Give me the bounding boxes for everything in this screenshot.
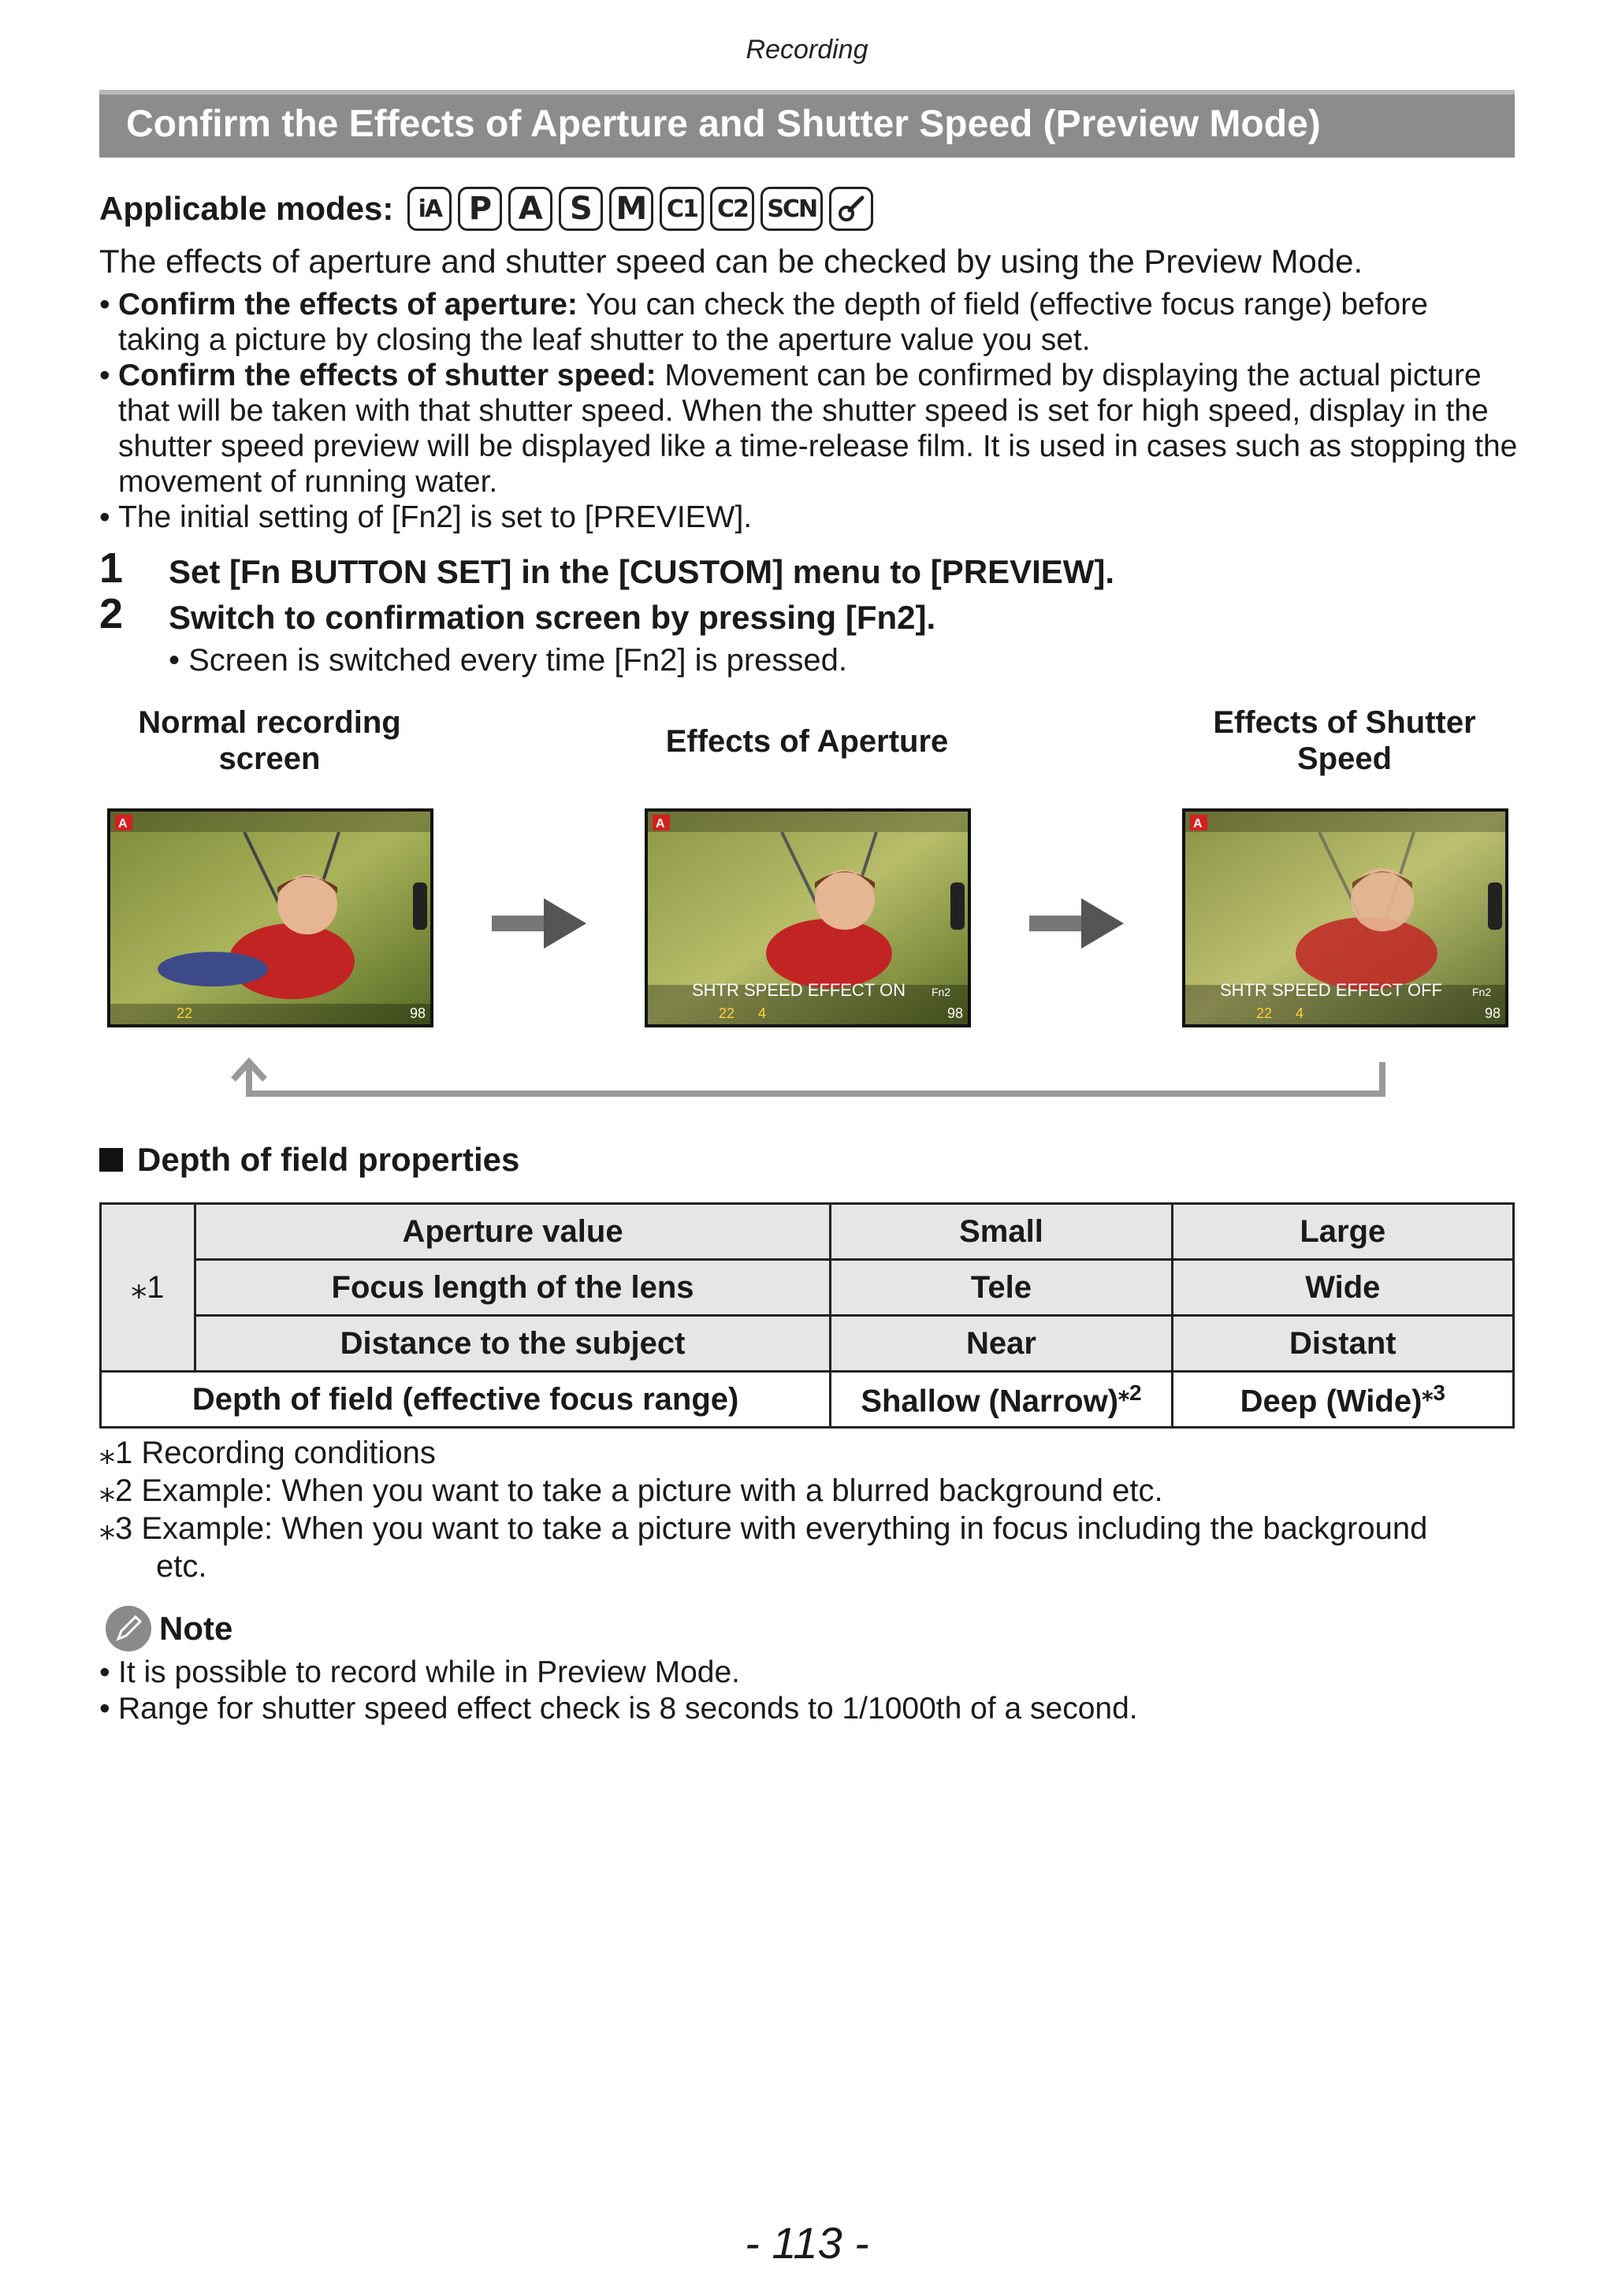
dof-result-label: Depth of field (effective focus range) (101, 1372, 831, 1428)
intelligent-auto-mode-icon: iA (407, 187, 452, 231)
caption-line: Effects of Aperture (665, 724, 949, 759)
svg-text:A: A (656, 817, 665, 830)
screen-overlay-label: SHTR SPEED EFFECT OFF (1220, 980, 1442, 1000)
arrow-right-icon (492, 898, 586, 949)
screen-photo (110, 812, 430, 1024)
note-item-text: Range for shutter speed effect check is 8 seconds to 1/1000th of a second. (118, 1692, 1138, 1726)
bullet-text: You can check the depth of field (effective focus range) before taking a picture by closing the leaf shutter to the aperture value you set. (118, 288, 1428, 357)
camera-screen-normal (107, 808, 433, 1027)
screen-f-value: 22 (1256, 1005, 1273, 1021)
bullet-bold: Confirm the effects of shutter speed: (118, 359, 656, 392)
bullet-text: Movement can be confirmed by displaying the actual picture that will be taken with that shutter speed. When the shutter speed is set for high speed, display in the shutter speed preview will be displayed like a time-release film. It is used in cases such as stopping the movement of running water. (118, 359, 1518, 499)
dof-large-cell: Wide (1172, 1260, 1513, 1316)
page-number: - 113 - (745, 2218, 869, 2268)
dof-row-label: Focus length of the lens (195, 1260, 830, 1316)
caption-line: screen (218, 741, 321, 776)
note-item-text: It is possible to record while in Preview Mode. (118, 1655, 741, 1689)
dof-footnote-ref: ⁎2 (1118, 1380, 1142, 1405)
black-square-icon (99, 1148, 123, 1172)
caption-line: Normal recording (138, 705, 401, 740)
program-mode-icon: P (458, 187, 502, 231)
dof-result-small (831, 1372, 1172, 1428)
screen-count: 98 (410, 1005, 426, 1021)
dof-large-cell: Distant (1172, 1316, 1513, 1372)
screen-f-value: 22 (719, 1005, 735, 1021)
step-number-1: 1 (99, 544, 124, 592)
footnote: ⁎1 Recording conditions (99, 1436, 436, 1470)
applicable-modes (99, 184, 880, 233)
dof-section-heading (99, 1141, 519, 1179)
dof-table (99, 1202, 1515, 1428)
step-text-2: Switch to confirmation screen by pressing [Fn2]. (169, 599, 936, 636)
screen-photo (1185, 812, 1505, 1024)
section-title-bar (99, 90, 1515, 158)
caption-line: Speed (1296, 741, 1393, 776)
bullet-initial-setting: • The initial setting of [Fn2] is set to [PREVIEW]. (99, 500, 753, 534)
chapter-header: Recording (746, 35, 868, 65)
screen-fn-label: Fn2 (1472, 986, 1492, 998)
step-text-1: Set [Fn BUTTON SET] in the [CUSTOM] menu to [PREVIEW]. (169, 553, 1115, 590)
svg-text:A: A (1193, 817, 1203, 830)
footnote: ⁎3 Example: When you want to take a picture with everything in focus including the background (99, 1511, 1428, 1546)
caption-shutter-screen (1182, 704, 1507, 777)
dof-result-small-text: Shallow (Narrow) (861, 1384, 1119, 1419)
caption-aperture-screen (645, 723, 969, 760)
dof-small-cell: Near (831, 1316, 1172, 1372)
footnote: ⁎2 Example: When you want to take a picture with a blurred background etc. (99, 1473, 1163, 1508)
dof-heading-text: Depth of field properties (137, 1141, 520, 1178)
dof-result-large (1172, 1372, 1513, 1428)
table-row (101, 1316, 1514, 1372)
screen-photo (648, 812, 968, 1024)
note-item: • Range for shutter speed effect check is 8 seconds to 1/1000th of a second. (99, 1691, 1518, 1726)
applicable-modes-label: Applicable modes: (99, 190, 394, 227)
table-row (101, 1260, 1514, 1316)
dof-small-cell: Tele (831, 1260, 1172, 1316)
bullet-bold: Confirm the effects of aperture: (118, 288, 578, 321)
step-number-2: 2 (99, 590, 124, 637)
return-arrow-icon (229, 1056, 1395, 1107)
pencil-note-icon (106, 1606, 151, 1651)
table-row (101, 1372, 1514, 1428)
camera-screen-aperture (645, 808, 971, 1027)
camera-screen-shutter (1182, 808, 1508, 1027)
footnote-continuation: etc. (156, 1549, 207, 1584)
scene-mode-icon: SCN (761, 187, 823, 231)
creative-control-mode-icon (829, 187, 873, 231)
caption-line: Effects of Shutter (1213, 705, 1476, 740)
screen-overlay-label: SHTR SPEED EFFECT ON (692, 980, 906, 1000)
intro-text: The effects of aperture and shutter speed can be checked by using the Preview Mode. (99, 243, 1363, 280)
screen-count: 98 (947, 1005, 964, 1021)
dof-large-cell: Large (1172, 1204, 1513, 1260)
dof-result-large-text: Deep (Wide) (1240, 1384, 1422, 1419)
section-title: Confirm the Effects of Aperture and Shutter Speed (Preview Mode) (126, 103, 1321, 145)
dof-row-label: Distance to the subject (195, 1316, 830, 1372)
screen-f-value: 22 (177, 1005, 193, 1021)
screen-shutter-value: 4 (758, 1005, 767, 1021)
screen-count: 98 (1485, 1005, 1501, 1021)
table-row (101, 1204, 1514, 1260)
note-label: Note (159, 1610, 233, 1647)
dof-marker-cell: ⁎1 (101, 1204, 195, 1372)
shutter-priority-mode-icon: S (559, 187, 603, 231)
custom2-mode-icon: C2 (710, 187, 754, 231)
custom1-mode-icon: C1 (660, 187, 704, 231)
screen-fn-label: Fn2 (932, 986, 951, 998)
dof-row-label: Aperture value (195, 1204, 830, 1260)
bullet-aperture: • Confirm the effects of aperture: You can check the depth of field (effective focus range) before taking a picture by closing the leaf shutter to the aperture value you set. (99, 288, 1428, 357)
dof-footnote-ref: ⁎3 (1422, 1380, 1445, 1405)
aperture-priority-mode-icon: A (508, 187, 552, 231)
sub-bullet: • (169, 643, 189, 678)
note-item: • It is possible to record while in Preview Mode. (99, 1655, 1518, 1690)
screen-shutter-value: 4 (1296, 1005, 1304, 1021)
sub-bullet-text: Screen is switched every time [Fn2] is pressed. (188, 643, 848, 678)
caption-normal-screen (107, 704, 432, 777)
dof-small-cell: Small (831, 1204, 1172, 1260)
step-2-subnote (169, 643, 847, 678)
bullet-text: The initial setting of [Fn2] is set to [PREVIEW]. (118, 500, 753, 534)
note-heading (106, 1606, 232, 1651)
svg-text:A: A (118, 817, 128, 830)
manual-mode-icon: M (609, 187, 653, 231)
arrow-right-icon (1029, 898, 1124, 949)
bullet-shutter: • Confirm the effects of shutter speed: Movement can be confirmed by displaying the actual picture that will be taken with that shutter speed. When the shutter speed is set for high speed, display in the shutter speed preview will be displayed like a time-release film. It is used in cases such as stopping the movement of running water. (99, 359, 1518, 499)
